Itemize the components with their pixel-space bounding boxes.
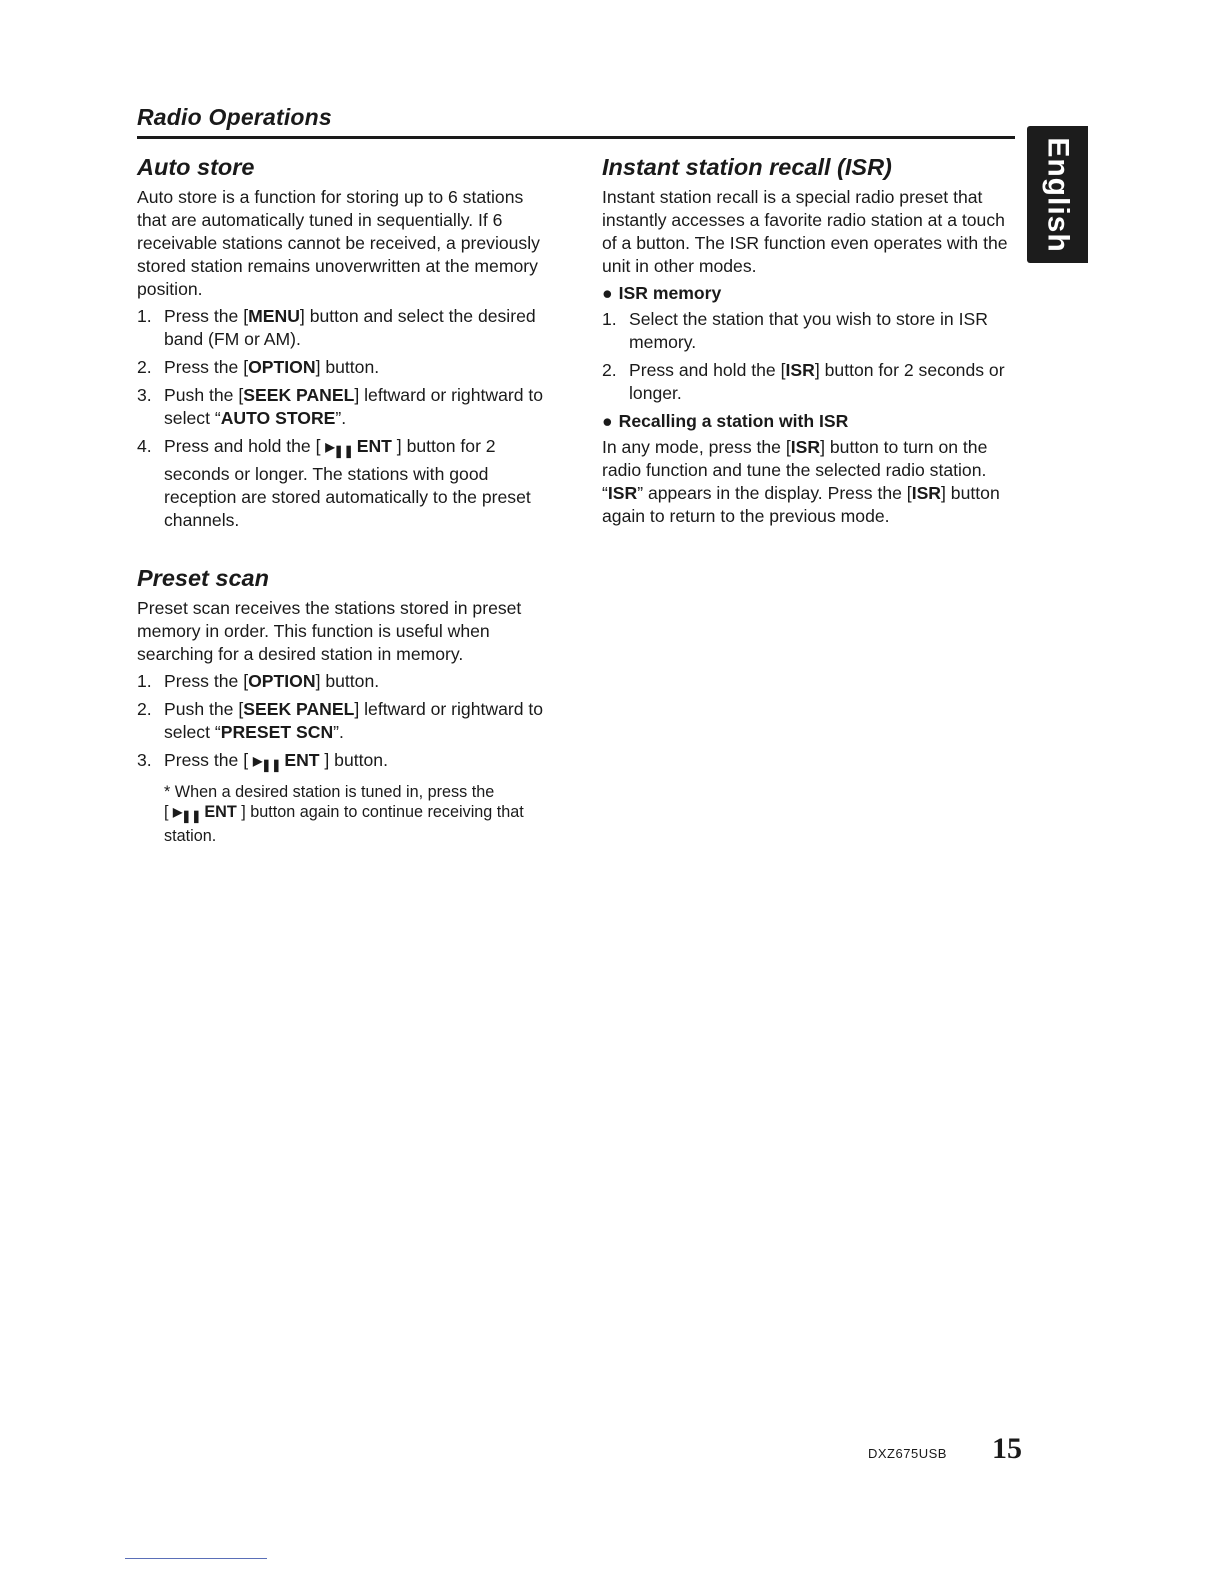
list-item: 1. Press the [OPTION] button. bbox=[137, 671, 380, 691]
isr-memory-heading: ● ISR memory bbox=[602, 283, 722, 303]
isr-recall-text: In any mode, press the [ISR] button to turn on the radio function and tune the selected radio station. “ISR” appears in the display. Press the [ISR] button again to return to the previous mode. bbox=[602, 437, 1000, 526]
auto-store-steps bbox=[137, 305, 557, 532]
preset-scan-note: * When a desired station is tuned in, press the [ ▶❚❚ ENT ] button again to continue receiving that station. bbox=[164, 783, 524, 845]
isr-memory-steps bbox=[602, 308, 1017, 405]
list-item: 3. Push the [SEEK PANEL] leftward or rightward to select “AUTO STORE”. bbox=[137, 385, 544, 428]
play-pause-icon: ▶❚❚ bbox=[173, 805, 202, 823]
list-item: 2. Press the [OPTION] button. bbox=[137, 357, 380, 377]
auto-store-title: Auto store bbox=[137, 154, 255, 180]
preset-scan-intro: Preset scan receives the stations stored in preset memory in order. This function is useful when searching for a desired station in memory. bbox=[137, 598, 522, 664]
list-item: 1. Press the [MENU] button and select the desired band (FM or AM). bbox=[137, 306, 536, 349]
bullet-icon: ● bbox=[602, 283, 613, 303]
header-rule bbox=[137, 136, 1015, 139]
language-tab-label: English bbox=[1041, 136, 1075, 253]
language-tab bbox=[1027, 126, 1088, 263]
model-number: DXZ675USB bbox=[868, 1446, 947, 1461]
bullet-icon: ● bbox=[602, 411, 613, 431]
play-pause-icon: ▶❚❚ bbox=[325, 440, 354, 458]
preset-scan-title: Preset scan bbox=[137, 565, 269, 591]
list-item: 3. Press the [ ▶❚❚ ENT ] button. bbox=[137, 750, 388, 772]
list-item: 4. Press and hold the [ ▶❚❚ ENT ] button for 2 seconds or longer. The stations with good reception are stored automatically to the preset channels. bbox=[137, 436, 531, 530]
auto-store-intro: Auto store is a function for storing up to 6 stations that are automatically tuned in sequentially. If 6 receivable stations cannot be received, a previously stored station remains unoverwritten at the memory position. bbox=[137, 187, 540, 299]
right-column bbox=[602, 152, 1017, 532]
isr-title: Instant station recall (ISR) bbox=[602, 154, 892, 180]
page-number: 15 bbox=[992, 1432, 1022, 1465]
list-item: 2. Push the [SEEK PANEL] leftward or rightward to select “PRESET SCN”. bbox=[137, 699, 544, 742]
list-item: 1. Select the station that you wish to store in ISR memory. bbox=[602, 309, 988, 352]
left-column bbox=[137, 152, 557, 846]
section-title: Radio Operations bbox=[137, 104, 332, 130]
list-item: 2. Press and hold the [ISR] button for 2 seconds or longer. bbox=[602, 360, 1005, 403]
bottom-rule bbox=[125, 1558, 267, 1559]
isr-intro: Instant station recall is a special radio preset that instantly accesses a favorite radio station at a touch of a button. The ISR function even operates with the unit in other modes. bbox=[602, 187, 1008, 276]
isr-recall-heading: ● Recalling a station with ISR bbox=[602, 411, 849, 431]
play-pause-icon: ▶❚❚ bbox=[252, 754, 282, 772]
preset-scan-steps bbox=[137, 670, 557, 777]
